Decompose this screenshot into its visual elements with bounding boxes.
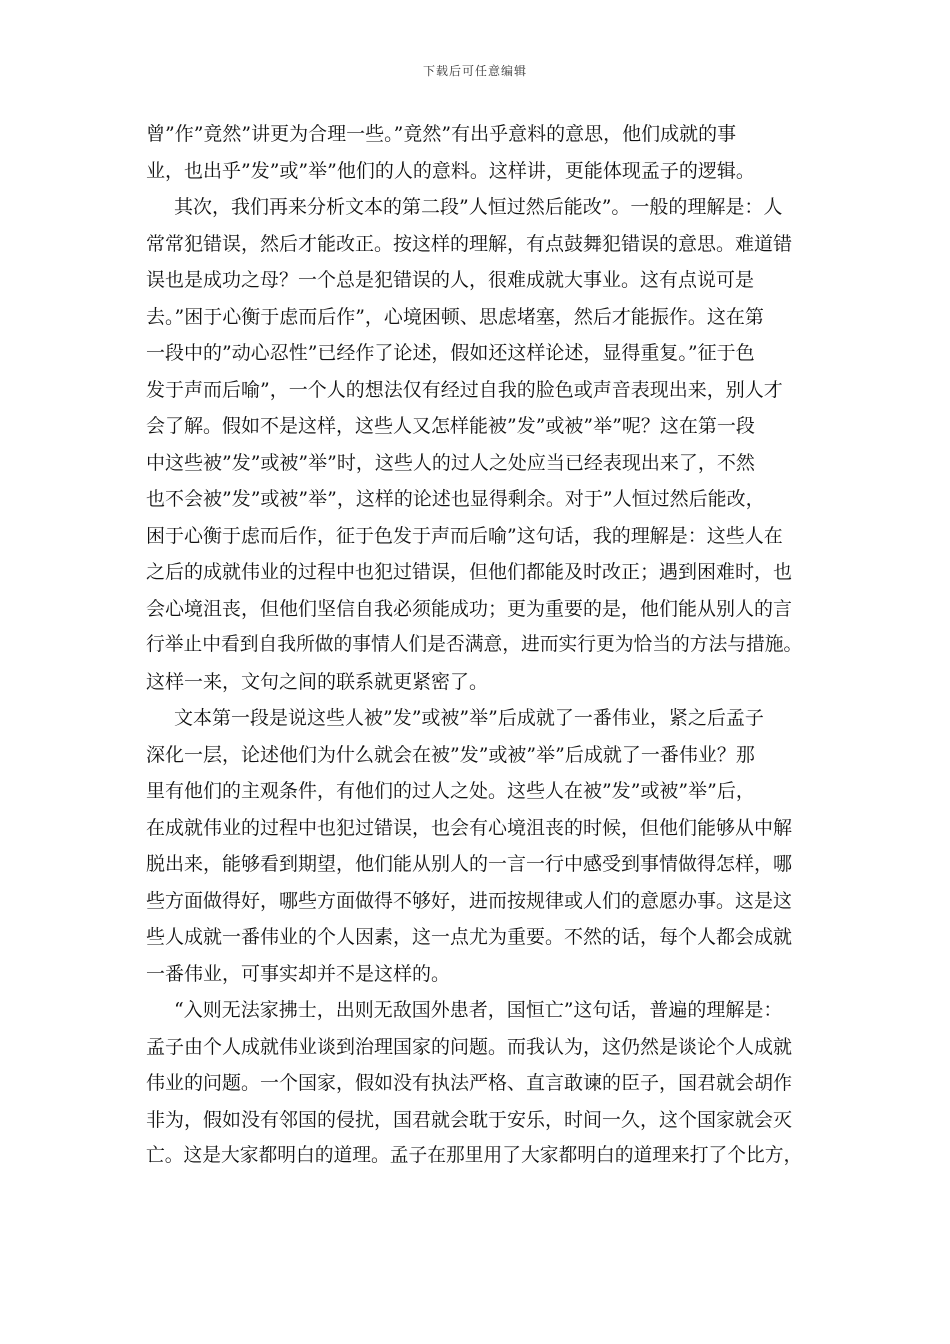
text-line: 之后的成就伟业的过程中也犯过错误，但他们都能及时改正；遇到困难时，也 <box>146 561 793 583</box>
text-line: 非为，假如没有邻国的侵扰，国君就会耽于安乐，时间一久，这个国家就会灭 <box>146 1108 793 1131</box>
text-line: 会心境沮丧，但他们坚信自我必须能成功；更为重要的是，他们能从别人的言 <box>146 597 793 620</box>
text-line: 行举止中看到自我所做的事情人们是否满意，进而实行更为恰当的方法与措施。 <box>146 634 803 655</box>
text-line: 在成就伟业的过程中也犯过错误，也会有心境沮丧的时候，但他们能够从中解 <box>146 816 793 839</box>
text-line: 一段中的”动心忍性”已经作了论述，假如还这样论述，显得重复。”征于色 <box>146 342 755 364</box>
text-line: 其次，我们再来分析文本的第二段”人恒过然后能改”。一般的理解是：人 <box>174 196 783 218</box>
text-line: 误也是成功之母？一个总是犯错误的人，很难成就大事业。这有点说可是 <box>146 269 755 291</box>
page-header: 下载后可任意编辑 <box>422 64 527 78</box>
text-line: “入则无法家拂士，出则无敌国外患者，国恒亡”这句话，普遍的理解是： <box>174 999 783 1021</box>
text-line: 些方面做得好，哪些方面做得不够好，进而按规律或人们的意愿办事。这是这 <box>146 889 793 912</box>
text-line: 去。”困于心衡于虑而后作”，心境困顿、思虑堵塞，然后才能振作。这在第 <box>146 305 764 328</box>
text-line: 业，也出乎”发”或”举”他们的人的意料。这样讲，更能体现孟子的逻辑。 <box>146 159 755 182</box>
text-line: 孟子由个人成就伟业谈到治理国家的问题。而我认为，这仍然是谈论个人成就 <box>146 1035 793 1058</box>
text-line: 常常犯错误，然后才能改正。按这样的理解，有点鼓舞犯错误的意思。难道错 <box>146 232 793 255</box>
text-line: 些人成就一番伟业的个人因素，这一点尤为重要。不然的话，每个人都会成就 <box>146 926 793 948</box>
text-line: 曾”作”竟然”讲更为合理一些。”竟然”有出乎意料的意思，他们成就的事 <box>146 123 737 145</box>
text-line: 里有他们的主观条件，有他们的过人之处。这些人在被”发”或被”举”后， <box>146 780 755 802</box>
text-line: 深化一层，论述他们为什么就会在被”发”或被”举”后成就了一番伟业？那 <box>146 743 755 766</box>
text-line: 发于声而后喻”，一个人的想法仅有经过自我的脸色或声音表现出来，别人才 <box>146 378 783 401</box>
text-line: 伟业的问题。一个国家，假如没有执法严格、直言敢谏的臣子，国君就会胡作 <box>146 1072 793 1094</box>
text-line: 困于心衡于虑而后作，征于色发于声而后喻”这句话，我的理解是：这些人在 <box>146 524 783 547</box>
text-line: 亡。这是大家都明白的道理。孟子在那里用了大家都明白的道理来打了个比方， <box>146 1145 803 1166</box>
text-line: 这样一来，文句之间的联系就更紧密了。 <box>146 670 489 693</box>
text-line: 会了解。假如不是这样，这些人又怎样能被”发”或被”举”呢？这在第一段 <box>146 415 755 437</box>
body-text <box>146 116 810 1175</box>
text-line: 中这些被”发”或被”举”时，这些人的过人之处应当已经表现出来了，不然 <box>146 451 755 474</box>
text-line: 脱出来，能够看到期望，他们能从别人的一言一行中感受到事情做得怎样，哪 <box>146 853 793 875</box>
text-line: 也不会被”发”或被”举”，这样的论述也显得剩余。对于”人恒过然后能改， <box>146 488 765 510</box>
text-line: 一番伟业，可事实却并不是这样的。 <box>146 962 451 985</box>
text-line: 文本第一段是说这些人被”发”或被”举”后成就了一番伟业，紧之后孟子 <box>174 707 764 729</box>
